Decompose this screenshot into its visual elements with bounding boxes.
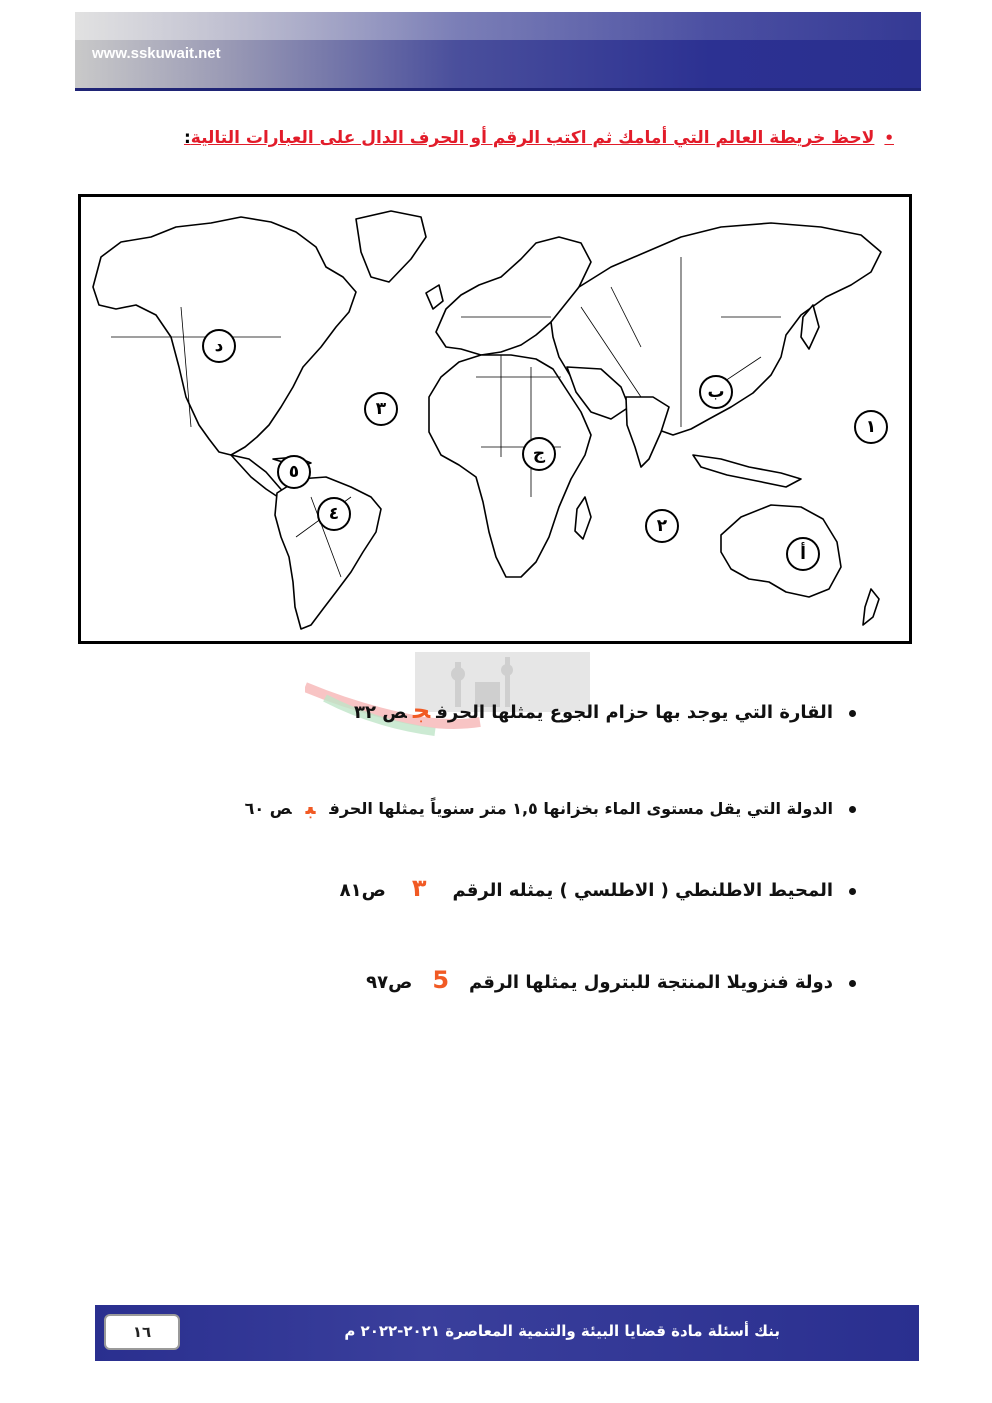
instruction-text: لاحظ خريطة العالم التي أمامك ثم اكتب الرقم أو الحرف الدال على العبارات التالية	[190, 128, 875, 148]
statement-1-text: القارة التي يوجد بها حزام الجوع يمثلها الحرف	[436, 702, 833, 723]
bullet-icon: •	[884, 129, 894, 147]
instruction-line	[184, 128, 894, 148]
map-marker-b: ب	[699, 375, 733, 409]
indonesia-shape	[693, 455, 801, 487]
bullet-icon	[849, 710, 856, 717]
statement-4-page: ص٩٧	[366, 972, 413, 993]
footer-title: بنك أسئلة مادة قضايا البيئة والتنمية المعاصرة ٢٠٢١-٢٠٢٢ م	[344, 1322, 780, 1340]
map-marker-1: ١	[854, 410, 888, 444]
statement-2-text: الدولة التي يقل مستوى الماء بخزانها ١,٥ متر سنوياً يمثلها الحرف	[329, 799, 833, 818]
africa-shape	[429, 355, 591, 577]
statement-1	[354, 696, 856, 724]
statement-3-text: المحيط الاطلنطي ( الاطلسي ) يمثله الرقم	[452, 880, 833, 901]
statement-3-page: ص٨١	[339, 880, 386, 901]
bullet-icon	[849, 888, 856, 895]
map-marker-3: ٣	[364, 392, 398, 426]
statement-4-text: دولة فنزويلا المنتجة للبترول يمثلها الرقم	[469, 972, 833, 993]
australia-shape	[721, 505, 841, 597]
uk-shape	[426, 285, 443, 309]
site-url[interactable]: www.sskuwait.net	[92, 45, 221, 62]
map-marker-a: أ	[786, 537, 820, 571]
map-marker-d: د	[202, 329, 236, 363]
statement-4	[366, 966, 856, 994]
world-map	[78, 194, 912, 644]
statement-2-answer: ب	[305, 792, 316, 820]
madagascar-shape	[575, 497, 591, 539]
statement-4-answer: 5	[432, 966, 450, 994]
map-marker-5: ٥	[277, 455, 311, 489]
statement-2	[245, 792, 856, 820]
new-zealand-shape	[863, 589, 879, 625]
instruction-colon: :	[183, 128, 191, 148]
statement-2-page: ص ٦٠	[244, 799, 292, 818]
map-marker-4: ٤	[317, 497, 351, 531]
page-number: ١٦	[104, 1314, 180, 1350]
world-map-outline	[81, 197, 903, 635]
statement-3-answer: ٣	[411, 874, 427, 902]
map-marker-2: ٢	[645, 509, 679, 543]
bullet-icon	[849, 980, 856, 987]
statement-1-page: ص ٣٢	[354, 702, 407, 723]
statement-3	[340, 874, 856, 902]
greenland-shape	[356, 211, 426, 282]
statement-1-answer: ج	[412, 696, 431, 724]
map-marker-j: ج	[522, 437, 556, 471]
bullet-icon	[849, 806, 856, 813]
